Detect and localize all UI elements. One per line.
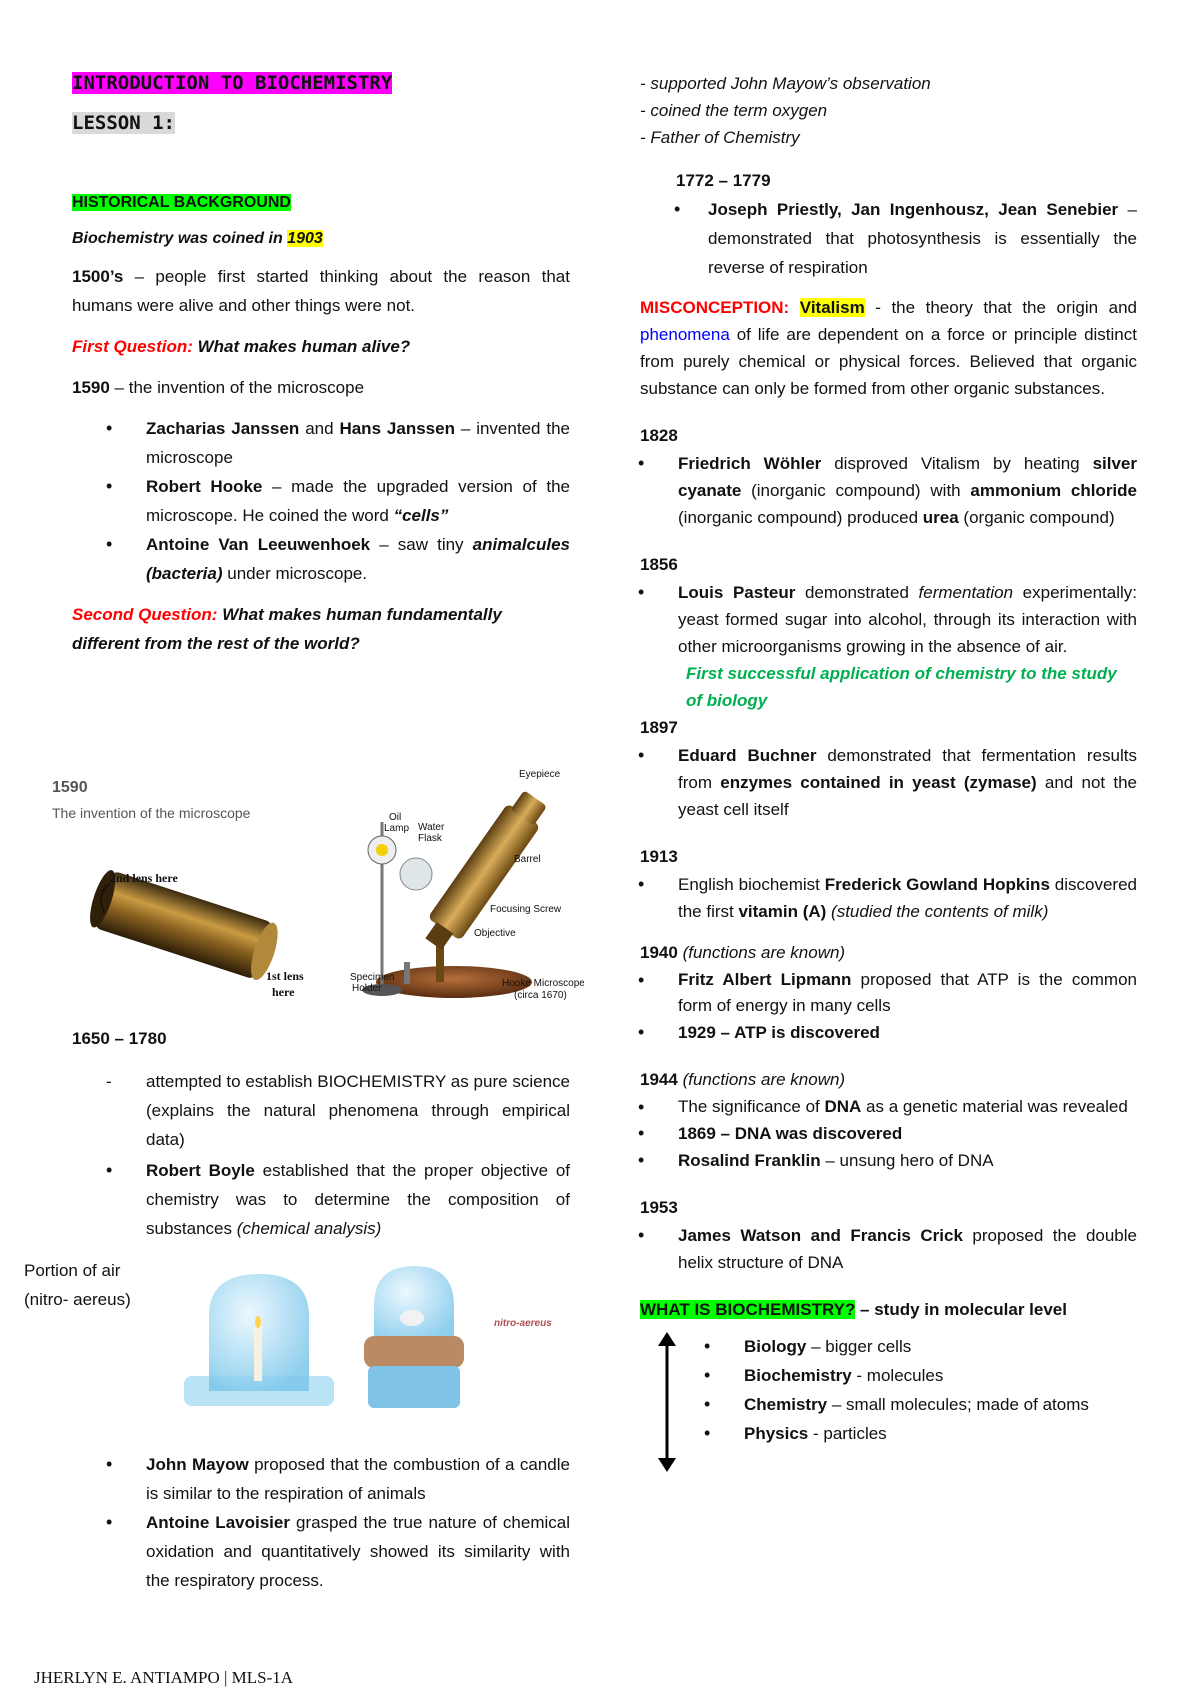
label-objective: Objective (474, 928, 516, 939)
list-1828 (604, 450, 1137, 531)
year-1856: 1856 (640, 555, 678, 574)
list-item: • Joseph Priestly, Jan Ingenhousz, Jean Senebier – demonstrated that photosynthesis is essentially the reverse of respiration (640, 195, 1137, 282)
fig-caption: The invention of the microscope (52, 805, 251, 821)
list-item: • 1929 – ATP is discovered (604, 1019, 1137, 1046)
list-1944 (604, 1094, 1137, 1174)
label-specimen-b: Holder (352, 983, 382, 994)
doc-title: INTRODUCTION TO BIOCHEMISTRY (72, 72, 393, 94)
section-heading: HISTORICAL BACKGROUND (72, 194, 291, 211)
list-item: • Antoine Van Leeuwenhoek – saw tiny animalcules (bacteria) under microscope. (72, 530, 570, 588)
list-item: • English biochemist Frederick Gowland Hopkins discovered the first vitamin (A) (studied the contents of milk) (604, 871, 1137, 925)
list-1856 (604, 579, 1137, 660)
microscope-illustration (44, 762, 584, 1024)
label-water-a: Water (418, 822, 445, 833)
what-is-biochemistry: WHAT IS BIOCHEMISTRY? – study in molecular level (640, 1300, 1067, 1319)
list-item: • Robert Hooke – made the upgraded version of the microscope. He coined the word “cells” (72, 472, 570, 530)
bell-jar-illustration (154, 1256, 584, 1416)
label-lens1a: 1st lens (266, 969, 304, 983)
year-1590: 1590 – the invention of the microscope (72, 378, 365, 397)
list-1913 (604, 871, 1137, 925)
label-hooke-a: Hooke Microscope (502, 978, 584, 989)
left-column (72, 70, 570, 658)
boyle-list (72, 1156, 570, 1243)
list-item: • The significance of DNA as a genetic material was revealed (604, 1094, 1137, 1120)
list-item: • 1869 – DNA was discovered (604, 1120, 1137, 1147)
year-1772: 1772 – 1779 (676, 171, 771, 190)
label-oil-a: Oil (389, 812, 402, 823)
lavoisier-notes: - supported John Mayow’s observation - coined the term oxygen - Father of Chemistry (640, 74, 931, 147)
levels-list (640, 1332, 1137, 1448)
coined-line: Biochemistry was coined in 1903 (72, 230, 323, 247)
first-question: First Question: What makes human alive? (72, 337, 411, 356)
list-item: • Chemistry – small molecules; made of atoms (640, 1390, 1137, 1419)
label-hooke-b: (circa 1670) (514, 990, 567, 1001)
label-barrel: Barrel (514, 854, 541, 865)
label-water-b: Flask (418, 833, 442, 844)
list-item: • Biology – bigger cells (640, 1332, 1137, 1361)
year-1940: 1940 (functions are known) (640, 943, 846, 962)
year-1897: 1897 (640, 718, 678, 737)
mouse-jar (364, 1266, 464, 1408)
label-lens1b: here (272, 985, 295, 999)
year-1913: 1913 (640, 847, 678, 866)
label-eyepiece: Eyepiece (519, 769, 561, 780)
photosynthesis-list (640, 195, 1137, 282)
first-application-note: First successful application of chemistry to the study of biology (686, 664, 1117, 710)
list-item: • Antoine Lavoisier grasped the true nature of chemical oxidation and quantitatively showed its similarity with the respiratory process. (72, 1508, 570, 1595)
footer: JHERLYN E. ANTIAMPO | MLS-1A (34, 1668, 294, 1687)
list-item: • Louis Pasteur demonstrated fermentation experimentally: yeast formed sugar into alcohol, through its interaction with other microorganisms growing in the absence of air. (604, 579, 1137, 660)
dash-item: - attempted to establish BIOCHEMISTRY as pure science (explains the natural phenomena through empirical data) (72, 1067, 570, 1154)
label-focus: Focusing Screw (490, 904, 562, 915)
list-item: • Zacharias Janssen and Hans Janssen – invented the microscope (72, 414, 570, 472)
label-lens2: 2nd lens here (110, 871, 178, 885)
list-1953 (604, 1222, 1137, 1276)
list-1897 (604, 742, 1137, 823)
microscope-list (72, 414, 570, 588)
list-item: • Friedrich Wöhler disproved Vitalism by heating silver cyanate (inorganic compound) with ammonium chloride (inorganic compound) produced urea (organic compound) (604, 450, 1137, 531)
air-label: Portion of air (nitro- aereus) (24, 1261, 131, 1309)
year-1828: 1828 (640, 426, 678, 445)
list-item: • James Watson and Francis Crick proposed the double helix structure of DNA (604, 1222, 1137, 1276)
oxygen-list (72, 1450, 570, 1595)
list-item: • Rosalind Franklin – unsung hero of DNA (604, 1147, 1137, 1174)
bell-jar-figure (24, 1256, 584, 1416)
left-column-bottom (72, 1450, 570, 1595)
list-item: • John Mayow proposed that the combustion of a candle is similar to the respiration of animals (72, 1450, 570, 1508)
year-1944: 1944 (functions are known) (640, 1070, 846, 1089)
label-specimen-a: Specimen (350, 972, 395, 983)
year-1650: 1650 – 1780 (72, 1029, 167, 1048)
microscope-figure (44, 762, 584, 1024)
label-oil-b: Lamp (384, 823, 410, 834)
left-column-lower (72, 1025, 570, 1243)
list-1940 (604, 967, 1137, 1046)
right-column (640, 70, 1137, 1448)
candle-jar (184, 1274, 334, 1406)
list-item: • Robert Boyle established that the proper objective of chemistry was to determine the composition of substances (chemical analysis) (72, 1156, 570, 1243)
misconception: MISCONCEPTION: Vitalism - the theory that the origin and phenomena of life are dependent on a force or principle distinct from purely chemical or physical forces. Believed that organic substance can only be formed from other organic substances. (640, 298, 1137, 398)
second-question: Second Question: What makes human fundamentally different from the rest of the world? (72, 605, 502, 653)
list-item: • Physics - particles (640, 1419, 1137, 1448)
fig-year: 1590 (52, 779, 88, 796)
list-item: • Biochemistry - molecules (640, 1361, 1137, 1390)
levels-block (640, 1332, 1137, 1448)
year-1953: 1953 (640, 1198, 678, 1217)
lesson-heading: LESSON 1: (72, 112, 175, 134)
list-item: • Fritz Albert Lipmann proposed that ATP is the common form of energy in many cells (604, 967, 1137, 1019)
nitro-label: nitro-aereus (494, 1318, 552, 1329)
list-item: • Eduard Buchner demonstrated that fermentation results from enzymes contained in yeast (zymase) and not the yeast cell itself (604, 742, 1137, 823)
year-1500: 1500’s – people first started thinking about the reason that humans were alive and other things were not. (72, 267, 570, 315)
